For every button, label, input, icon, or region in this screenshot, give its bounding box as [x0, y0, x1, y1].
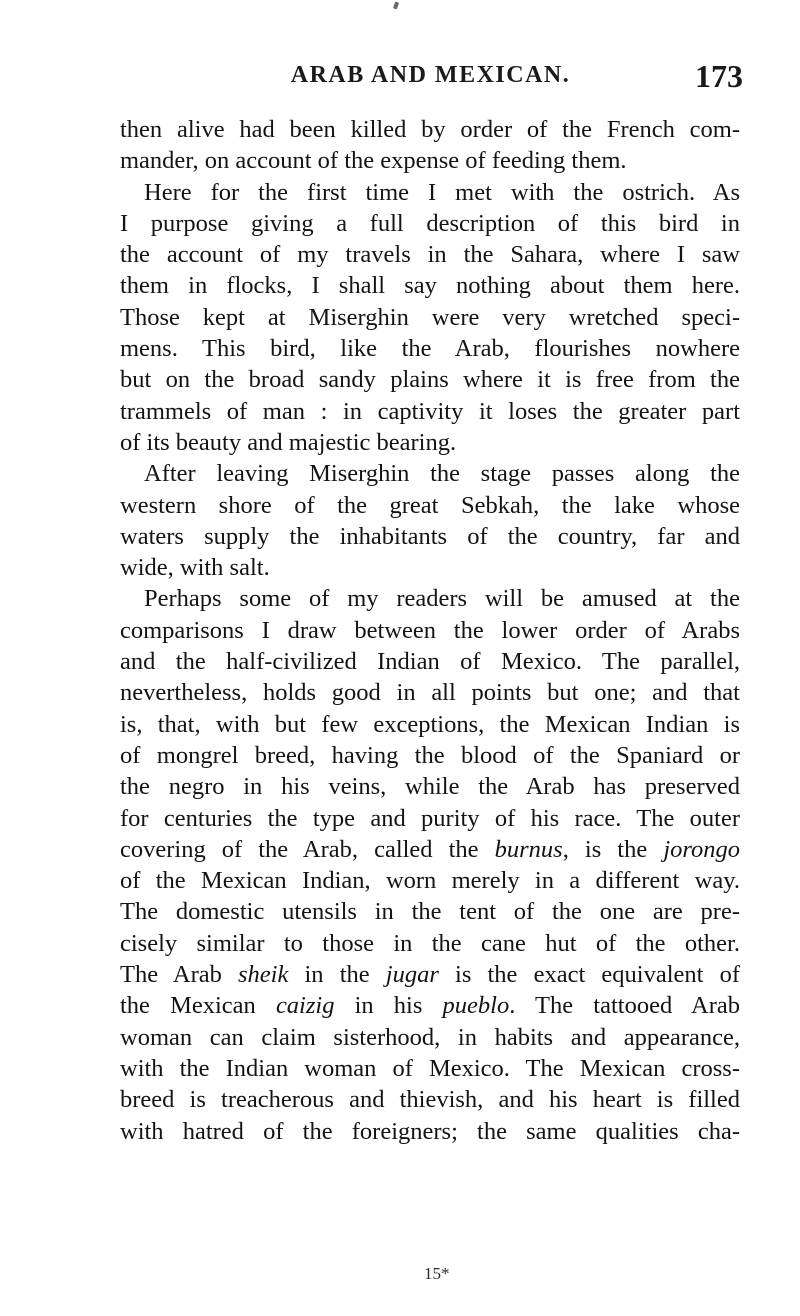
- text-line: the Mexican caizig in his pueblo. The tattooed Arab: [120, 992, 740, 1020]
- text-line: covering of the Arab, called the burnus, is the jorongo: [120, 835, 740, 863]
- text-line: wide, with salt.: [120, 554, 270, 582]
- text-line: breed is treacherous and thievish, and his heart is filled: [120, 1086, 740, 1114]
- text-line: Those kept at Miserghin were very wretched speci-: [120, 303, 740, 331]
- text-line: western shore of the great Sebkah, the lake whose: [120, 491, 740, 519]
- text-line: After leaving Miserghin the stage passes along the: [144, 460, 740, 488]
- text-line: for centuries the type and purity of his race. The outer: [120, 804, 740, 832]
- text-line: the account of my travels in the Sahara, where I saw: [120, 241, 740, 269]
- text-line: and the half-civilized Indian of Mexico. The parallel,: [120, 648, 740, 676]
- text-line: but on the broad sandy plains where it is free from the: [120, 366, 740, 394]
- text-line: of the Mexican Indian, worn merely in a different way.: [120, 867, 740, 895]
- body-text: [120, 114, 740, 1147]
- text-line: then alive had been killed by order of the French com-: [120, 116, 740, 143]
- text-line: The domestic utensils in the tent of the one are pre-: [120, 898, 740, 926]
- text-line: mander, on account of the expense of feeding them.: [120, 147, 627, 175]
- text-line: trammels of man : in captivity it loses the greater part: [120, 397, 740, 425]
- running-head: ARAB AND MEXICAN.: [290, 62, 571, 88]
- text-line: with the Indian woman of Mexico. The Mexican cross-: [120, 1054, 740, 1082]
- text-line: comparisons I draw between the lower order of Arabs: [120, 616, 740, 644]
- text-line: I purpose giving a full description of this bird in: [120, 209, 740, 237]
- text-line: of its beauty and majestic bearing.: [120, 428, 457, 456]
- text-line: with hatred of the foreigners; the same qualities cha-: [120, 1117, 740, 1145]
- text-line: them in flocks, I shall say nothing about them here.: [120, 272, 740, 300]
- text-line: The Arab sheik in the jugar is the exact equivalent of: [120, 961, 740, 989]
- text-line: waters supply the inhabitants of the country, far and: [120, 522, 740, 550]
- text-line: Perhaps some of my readers will be amused at the: [144, 585, 740, 613]
- print-speck: [393, 2, 399, 10]
- page-header: [118, 58, 743, 98]
- text-line: is, that, with but few exceptions, the Mexican Indian is: [120, 710, 740, 738]
- page-number: 173: [695, 58, 743, 94]
- signature-mark: 15*: [424, 1264, 450, 1283]
- text-line: woman can claim sisterhood, in habits and appearance,: [120, 1023, 740, 1051]
- text-line: the negro in his veins, while the Arab has preserved: [120, 773, 740, 801]
- text-line: Here for the first time I met with the ostrich. As: [144, 178, 740, 206]
- text-line: nevertheless, holds good in all points but one; and that: [120, 679, 740, 707]
- text-line: of mongrel breed, having the blood of the Spaniard or: [120, 741, 740, 769]
- text-line: mens. This bird, like the Arab, flourishes nowhere: [120, 335, 740, 363]
- text-line: cisely similar to those in the cane hut of the other.: [120, 929, 740, 957]
